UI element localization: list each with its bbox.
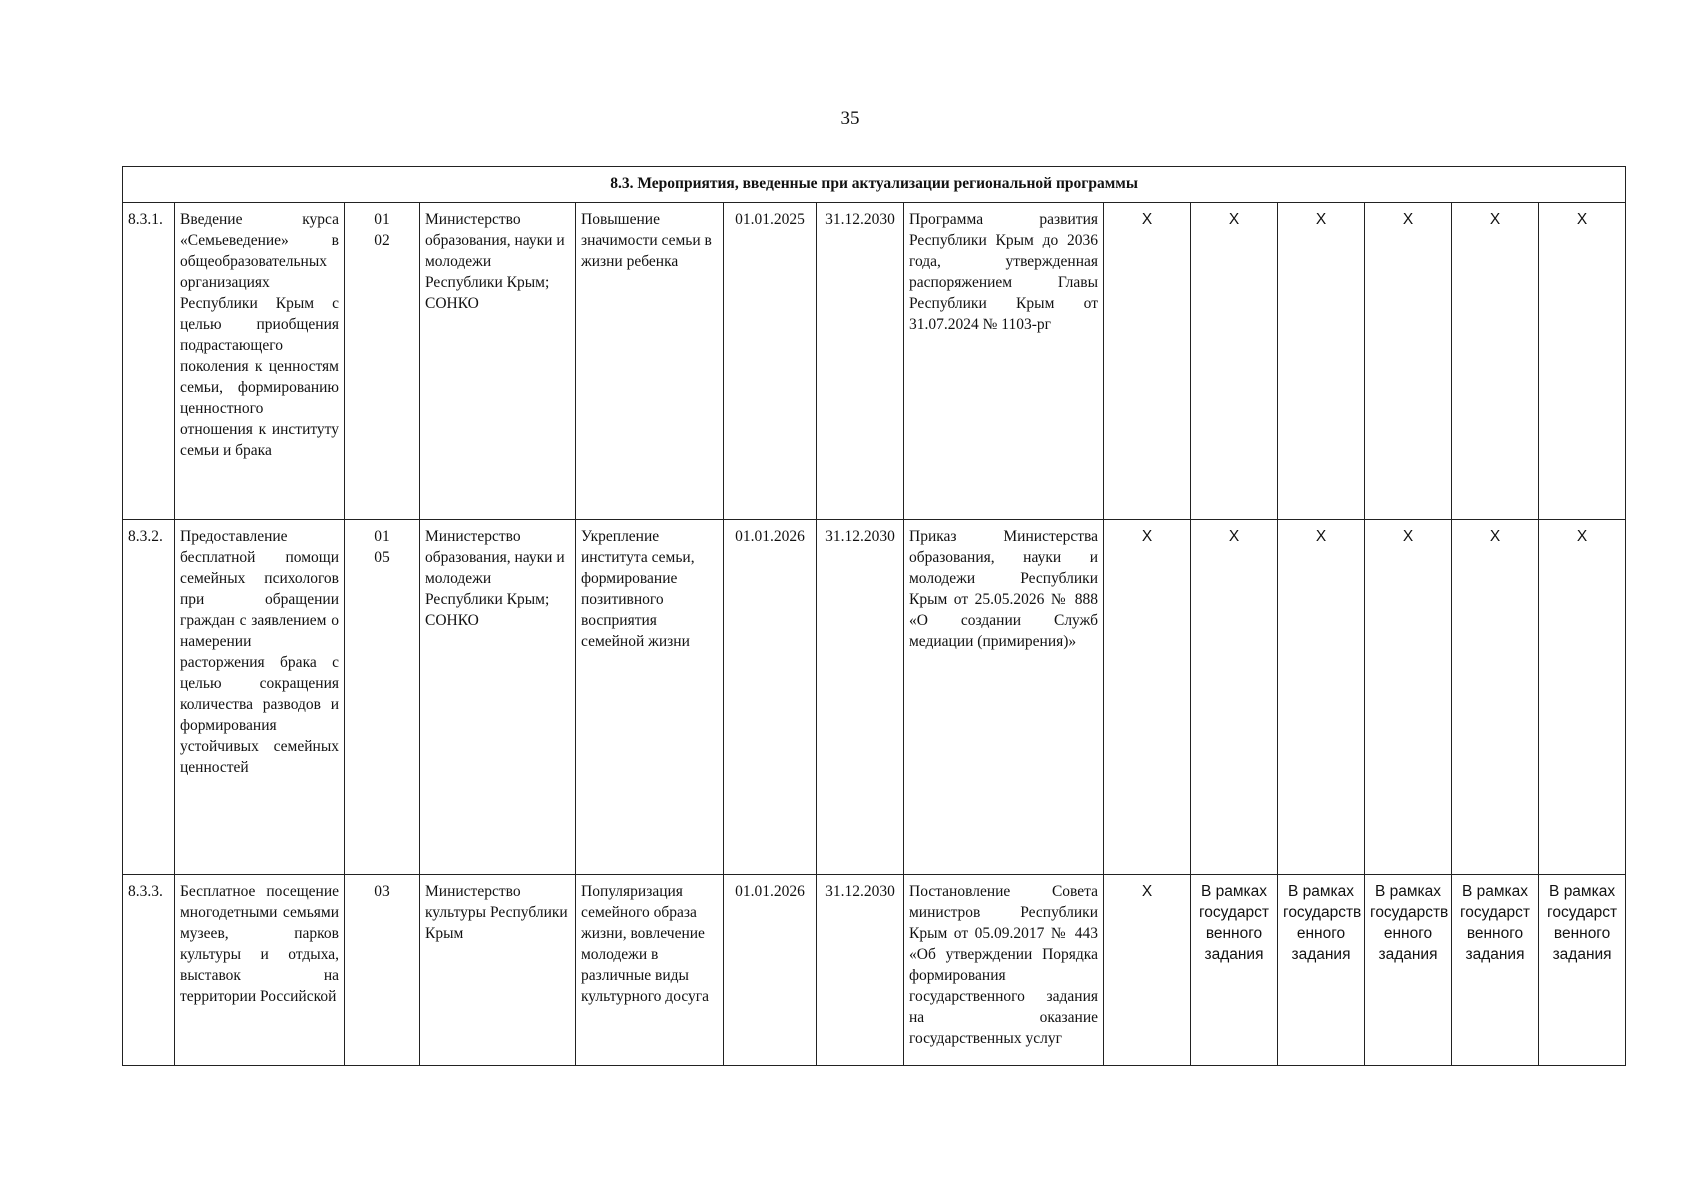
funding-cell (1365, 875, 1452, 1066)
expected-result: Повышение значимости семьи в жизни ребенка (576, 202, 724, 520)
code-list (345, 202, 420, 520)
end-date: 31.12.2030 (817, 875, 904, 1066)
funding-text-line: задания (1465, 946, 1525, 964)
funding-cell (1539, 875, 1626, 1066)
funding-cell (1452, 875, 1539, 1066)
row-number: 8.3.3. (123, 875, 175, 1066)
funding-cell: X (1452, 202, 1539, 520)
funding-text-line: задания (1378, 946, 1438, 964)
activity-name: Предоставление бесплатной помощи семейных психологов при обращении граждан с заявлением о намерении расторжения брака с целью сокращения количества разводов и формирования устойчивых семейных ценностей (175, 520, 345, 875)
funding-text-line: венного (1553, 925, 1611, 943)
funding-cell: X (1278, 202, 1365, 520)
expected-result: Популяризация семейного образа жизни, вовлечение молодежи в различные виды культурного досуга (576, 875, 724, 1066)
code-value: 01 (374, 528, 390, 546)
end-date: 31.12.2030 (817, 202, 904, 520)
funding-text-line: В рамках (1549, 883, 1616, 901)
funding-text-line: венного (1466, 925, 1524, 943)
code-value: 05 (374, 549, 390, 567)
legal-document: Постановление Совета министров Республики Крым от 05.09.2017 № 443 «Об утверждении Порядка формирования государственного задания на оказание государственных услуг (904, 875, 1104, 1066)
row-number: 8.3.1. (123, 202, 175, 520)
table-row (123, 202, 1626, 520)
funding-cell: X (1104, 202, 1191, 520)
funding-cell (1191, 875, 1278, 1066)
program-table (122, 166, 1626, 1066)
funding-cell: X (1365, 202, 1452, 520)
activity-name: Введение курса «Семьеведение» в общеобразовательных организациях Республики Крым с целью приобщения подрастающего поколения к ценностям семьи, формированию ценностного отношения к институту семьи и брака (175, 202, 345, 520)
funding-text-line: государств (1283, 904, 1362, 922)
section-header-row (123, 167, 1626, 203)
funding-text-line: задания (1291, 946, 1351, 964)
code-value: 02 (374, 231, 390, 249)
funding-text-line: В рамках (1200, 883, 1268, 901)
funding-text-line: государст (1459, 904, 1531, 922)
funding-cell: X (1104, 520, 1191, 875)
page-number: 35 (840, 108, 860, 129)
funding-cell: X (1452, 520, 1539, 875)
section-title: 8.3. Мероприятия, введенные при актуализации региональной программы (123, 167, 1626, 203)
code-list (345, 875, 420, 1066)
executor: Министерство образования, науки и молодежи Республики Крым; СОНКО (420, 202, 576, 520)
funding-cell: X (1191, 202, 1278, 520)
funding-text-line: В рамках (1461, 883, 1529, 901)
executor: Министерство культуры Республики Крым (420, 875, 576, 1066)
start-date: 01.01.2026 (724, 875, 817, 1066)
funding-cell: X (1104, 875, 1191, 1066)
start-date: 01.01.2026 (724, 520, 817, 875)
funding-cell: X (1539, 520, 1626, 875)
start-date: 01.01.2025 (724, 202, 817, 520)
funding-text-line: В рамках (1287, 883, 1355, 901)
funding-cell: X (1191, 520, 1278, 875)
funding-text-line: задания (1552, 946, 1612, 964)
funding-text-line: енного (1296, 925, 1346, 943)
funding-text-line: государств (1370, 904, 1449, 922)
legal-document: Программа развития Республики Крым до 2036 года, утвержденная распоряжением Главы Республики Крым от 31.07.2024 № 1103-рг (904, 202, 1104, 520)
funding-text-line: государст (1198, 904, 1270, 922)
activity-name: Бесплатное посещение многодетными семьями музеев, парков культуры и отдыха, выставок на территории Российской (175, 875, 345, 1066)
funding-cell: X (1365, 520, 1452, 875)
code-value: 01 (374, 210, 390, 228)
code-list (345, 520, 420, 875)
row-number: 8.3.2. (123, 520, 175, 875)
executor: Министерство образования, науки и молодежи Республики Крым; СОНКО (420, 520, 576, 875)
expected-result: Укрепление института семьи, формирование позитивного восприятия семейной жизни (576, 520, 724, 875)
funding-text-line: задания (1204, 946, 1264, 964)
table-row (123, 520, 1626, 875)
legal-document: Приказ Министерства образования, науки и молодежи Республики Крым от 25.05.2026 № 888 «О создании Служб медиации (примирения)» (904, 520, 1104, 875)
code-value: 03 (374, 883, 390, 901)
funding-text-line: государст (1547, 904, 1618, 922)
funding-cell: X (1278, 520, 1365, 875)
funding-text-line: венного (1205, 925, 1263, 943)
funding-cell: X (1539, 202, 1626, 520)
end-date: 31.12.2030 (817, 520, 904, 875)
funding-text-line: енного (1383, 925, 1433, 943)
funding-cell (1278, 875, 1365, 1066)
funding-text-line: В рамках (1374, 883, 1442, 901)
table-row (123, 875, 1626, 1066)
